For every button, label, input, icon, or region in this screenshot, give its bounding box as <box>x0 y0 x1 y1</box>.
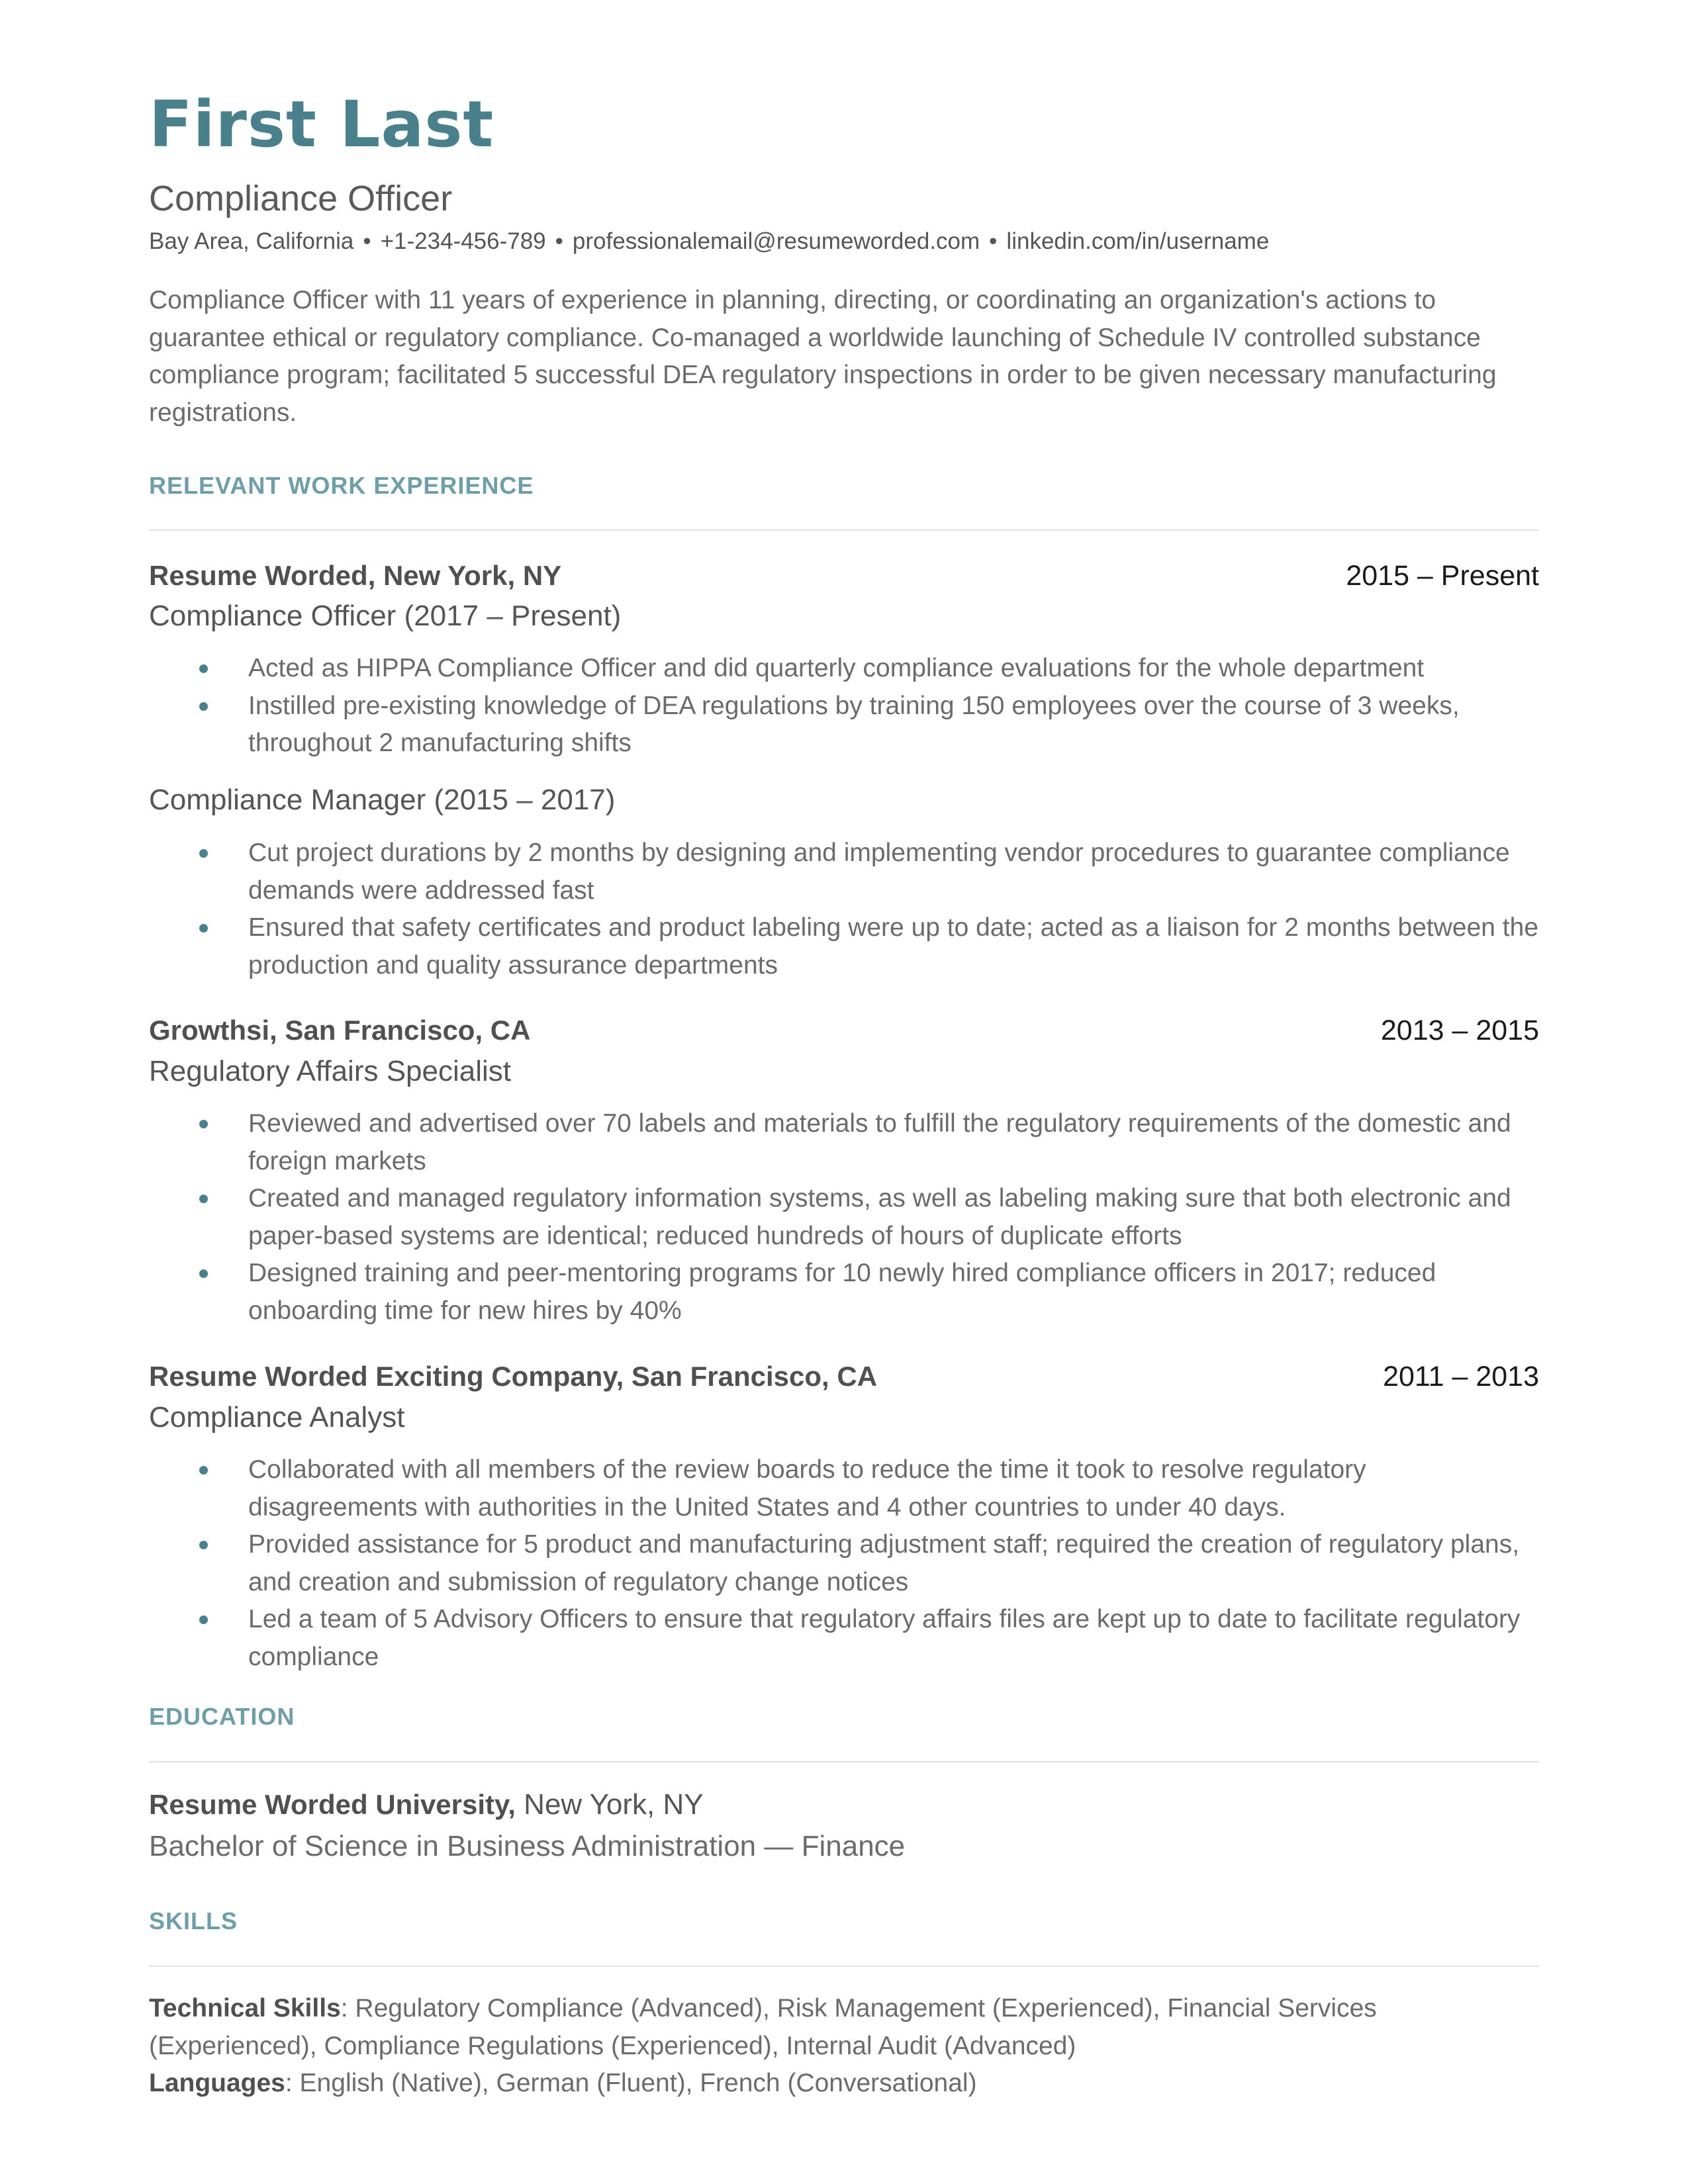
bullet-dot-icon <box>199 1615 208 1624</box>
bullet-dot-icon <box>199 1541 208 1549</box>
skills-heading: SKILLS <box>149 1907 238 1934</box>
bullet-dot-icon <box>199 702 208 711</box>
bullet-list <box>149 1105 1539 1330</box>
bullet-text: Led a team of 5 Advisory Officers to ensure that regulatory affairs files are kept up to date to facilitate regulatory compliance <box>248 1605 1521 1671</box>
bullet-dot-icon <box>199 664 208 673</box>
bullet-text: Cut project durations by 2 months by designing and implementing vendor procedures to guarantee compliance demands were addressed fast <box>248 839 1510 905</box>
technical-skills-line <box>149 1990 1539 2065</box>
contact-separator: • <box>363 228 371 254</box>
education-school-line <box>149 1784 704 1825</box>
bullet-item <box>149 835 1539 909</box>
bullet-text: Reviewed and advertised over 70 labels and materials to fulfill the regulatory requirements of the domestic and foreign markets <box>248 1109 1511 1175</box>
contact-line <box>149 225 1269 258</box>
bullet-text: Instilled pre-existing knowledge of DEA regulations by training 150 employees over the course of 3 weeks, throughout 2 manufacturing shifts <box>248 691 1460 757</box>
technical-skills-label: Technical Skills <box>149 1994 341 2023</box>
contact-location: Bay Area, California <box>149 228 354 254</box>
bullet-text: Acted as HIPPA Compliance Officer and did quarterly compliance evaluations for the whole department <box>248 654 1425 682</box>
job-role: Compliance Analyst <box>149 1401 405 1433</box>
section-divider <box>149 1966 1539 1967</box>
candidate-name: First Last <box>149 87 494 161</box>
bullet-list <box>149 650 1539 762</box>
bullet-dot-icon <box>199 924 208 933</box>
bullet-item <box>149 688 1539 762</box>
bullet-dot-icon <box>199 849 208 858</box>
job-role: Compliance Officer (2017 – Present) <box>149 600 622 632</box>
professional-summary: Compliance Officer with 11 years of experience in planning, directing, or coordinating an organization's actions to guarantee ethical or regulatory compliance. Co-managed a worldwide launching of Schedule IV controlled substance compliance program; facilitated 5 successful DEA regulatory inspections in order to be given necessary manufacturing registrations. <box>149 286 1497 427</box>
job-role: Regulatory Affairs Specialist <box>149 1055 512 1087</box>
bullet-item <box>149 1451 1539 1526</box>
job-company: Resume Worded Exciting Company, San Francisco, CA <box>149 1361 878 1392</box>
bullet-item <box>149 1255 1539 1330</box>
bullet-dot-icon <box>199 1120 208 1128</box>
languages-label: Languages <box>149 2069 285 2097</box>
bullet-item <box>149 650 1539 688</box>
bullet-item <box>149 1180 1539 1255</box>
job-company: Growthsi, San Francisco, CA <box>149 1015 531 1046</box>
education-heading: EDUCATION <box>149 1703 295 1730</box>
job-dates: 2015 – Present <box>1346 560 1539 592</box>
bullet-text: Created and managed regulatory information systems, as well as labeling making sure that both electronic and paper-based systems are identical; reduced hundreds of hours of duplicate efforts <box>248 1184 1511 1250</box>
job-role: Compliance Manager (2015 – 2017) <box>149 784 616 816</box>
bullet-dot-icon <box>199 1269 208 1278</box>
section-divider <box>149 1761 1539 1762</box>
section-divider <box>149 529 1539 531</box>
technical-skills-value: : Regulatory Compliance (Advanced), Risk Management (Experienced), Financial Services (Experienced), Compliance Regulations (Experienced), Internal Audit (Advanced) <box>149 1994 1377 2060</box>
languages-value: : English (Native), German (Fluent), French (Conversational) <box>285 2069 977 2097</box>
job-dates: 2011 – 2013 <box>1383 1361 1539 1392</box>
bullet-list <box>149 1451 1539 1676</box>
contact-separator: • <box>989 228 998 254</box>
school-name: Resume Worded University, <box>149 1789 516 1820</box>
contact-email[interactable]: professionalemail@resumeworded.com <box>572 228 980 254</box>
bullet-item <box>149 1105 1539 1180</box>
job-dates: 2013 – 2015 <box>1380 1015 1539 1046</box>
languages-line <box>149 2065 1539 2103</box>
bullet-text: Designed training and peer-mentoring programs for 10 newly hired compliance officers in 2017; reduced onboarding time for new hires by 40% <box>248 1259 1436 1325</box>
bullet-text: Ensured that safety certificates and product labeling were up to date; acted as a liaison for 2 months between the production and quality assurance departments <box>248 913 1539 979</box>
bullet-item <box>149 1601 1539 1676</box>
skills-block <box>149 1990 1539 2103</box>
school-location: New York, NY <box>524 1788 704 1821</box>
contact-separator: • <box>555 228 563 254</box>
contact-phone: +1-234-456-789 <box>380 228 546 254</box>
contact-linkedin[interactable]: linkedin.com/in/username <box>1006 228 1270 254</box>
job-company: Resume Worded, New York, NY <box>149 560 562 591</box>
bullet-text: Collaborated with all members of the review boards to reduce the time it took to resolve regulatory disagreements with authorities in the United States and 4 other countries to under 40 days. <box>248 1455 1366 1522</box>
bullet-dot-icon <box>199 1466 208 1475</box>
bullet-dot-icon <box>199 1195 208 1203</box>
job-title: Compliance Officer <box>149 179 453 218</box>
experience-heading: RELEVANT WORK EXPERIENCE <box>149 472 534 499</box>
degree: Bachelor of Science in Business Administration — Finance <box>149 1830 906 1862</box>
bullet-list <box>149 835 1539 984</box>
bullet-item <box>149 1526 1539 1601</box>
bullet-text: Provided assistance for 5 product and manufacturing adjustment staff; required the creation of regulatory plans, and creation and submission of regulatory change notices <box>248 1530 1520 1596</box>
bullet-item <box>149 909 1539 984</box>
